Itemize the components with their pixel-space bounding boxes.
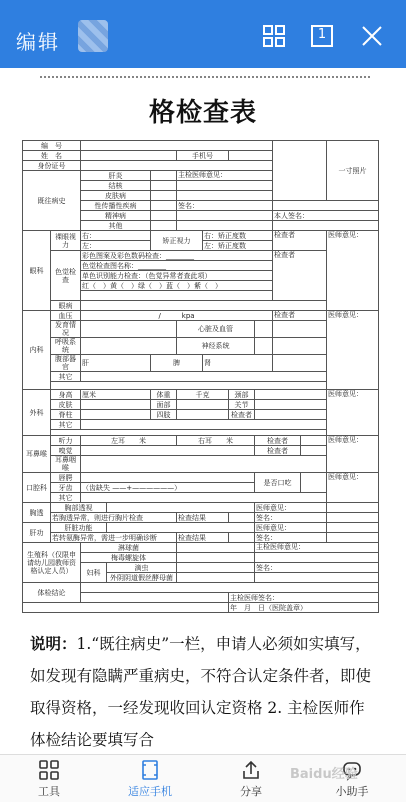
section-internal: 内科 (23, 311, 51, 390)
smell: 嗅觉 (51, 446, 81, 456)
stutter: 是否口吃 (255, 473, 301, 493)
liver-func: 肝脏功能 (51, 523, 107, 533)
lips: 唇腭 (51, 473, 81, 483)
label-name: 姓 名 (23, 151, 81, 161)
color-line-1: 彩色图案及彩色数码检查：________ (81, 251, 273, 261)
corrected-vision: 矫正视力 (151, 231, 203, 251)
chest-result: 检查结果 (177, 513, 229, 523)
liver-opinion: 医师意见： (255, 523, 327, 533)
note-label: 说明： (30, 634, 77, 653)
self-sign: 本人签名： (273, 211, 379, 221)
tools-label: 工具 (38, 785, 60, 798)
section-eye: 眼科 (23, 231, 51, 311)
weight: 体重 (151, 390, 177, 400)
history-item: 其他 (81, 221, 151, 231)
neck: 颈部 (229, 390, 255, 400)
history-item: 结核 (81, 181, 151, 191)
teeth: 牙齿 (51, 483, 81, 493)
ent-opinion: 医师意见： (327, 436, 379, 473)
history-sign: 签名： (177, 201, 273, 211)
internal-checker: 检查者 (273, 311, 327, 321)
left-degree: 左：矫正度数 (203, 241, 273, 251)
abdomen: 腹部器官 (51, 355, 81, 372)
eye-disease: 眼病 (51, 301, 81, 311)
gyn-dept: 妇科 (81, 563, 107, 583)
watermark: Baidu经验 (290, 767, 358, 782)
section-liver: 肝功 (23, 523, 51, 543)
page-count-button[interactable] (310, 24, 334, 48)
liver-sign: 签名： (255, 533, 327, 543)
section-surgery: 外科 (23, 390, 51, 436)
surgery-checker: 检查者 (229, 410, 255, 420)
top-bar (0, 0, 406, 68)
chest-abnormal: 若胸透异常，则进行胸片检查 (51, 513, 177, 523)
color-line-2: 色觉检查图名称：________ (81, 261, 273, 271)
height-unit: 厘米 (81, 390, 151, 400)
note-text: 1.“既往病史”一栏，申请人必须如实填写，如发现有隐瞒严重病史，不符合认定条件者，即使取得资格，一经发现收回认定资格 2. 主检医师作体检结论要填写合 (30, 635, 372, 749)
history-doctor: 主检医师意见： (177, 171, 273, 181)
left-ear: 左耳 米 (81, 436, 177, 446)
color-check: 色觉检查 (51, 251, 81, 301)
gyn-item: 滴虫 (107, 563, 177, 573)
section-ent: 耳鼻喉 (23, 436, 51, 473)
history-item: 精神病 (81, 211, 151, 221)
page-count: 1 (317, 27, 327, 42)
gyn-sign: 签名： (255, 563, 379, 573)
color-line-4: 红（ ）黄（ ）绿（ ）蓝（ ）紫（ ） (81, 281, 273, 291)
document-view[interactable] (0, 68, 406, 754)
left-label: 左： (81, 241, 151, 251)
photo-box: 一寸照片 (327, 141, 379, 201)
liver-abnormal: 若转氨酶异常，需进一步明确诊断 (51, 533, 177, 543)
bottom-toolbar (0, 754, 406, 802)
ent-checker-2: 检查者 (255, 446, 301, 456)
section-oral: 口腔科 (23, 473, 51, 503)
exam-form-table (22, 140, 379, 613)
throat: 耳鼻咽喉 (51, 456, 81, 473)
explanation-note (30, 628, 380, 754)
chest-sign: 签名： (255, 513, 327, 523)
fit-phone-button[interactable] (110, 759, 190, 799)
heart: 心脏及血管 (177, 321, 255, 338)
surgery-other: 其它 (51, 420, 81, 430)
internal-other: 其它 (51, 372, 81, 382)
oral-opinion: 医师意见： (327, 473, 379, 503)
skin: 皮肤 (51, 400, 81, 410)
color-line-3: 单色识别能力检查：（色觉异常者查此项） (81, 271, 273, 281)
eye-opinion: 医师意见： (327, 231, 379, 311)
hearing: 听力 (51, 436, 81, 446)
chest-opinion: 医师意见： (255, 503, 327, 513)
close-icon[interactable] (360, 24, 384, 48)
surgery-opinion: 医师意见： (327, 390, 379, 436)
bp-unit: / kpa (81, 311, 273, 321)
share-icon (240, 759, 262, 781)
section-chest: 胸透 (23, 503, 51, 523)
oral-other: 其它 (51, 493, 81, 503)
fit-phone-icon (139, 759, 161, 781)
growth: 发育情况 (51, 321, 81, 338)
blood-pressure: 血压 (51, 311, 81, 321)
height: 身高 (51, 390, 81, 400)
conclusion-label: 体检结论 (23, 583, 81, 603)
internal-opinion: 医师意见： (327, 311, 379, 390)
blurred-avatar (78, 20, 108, 52)
gyn-item: 淋球菌 (81, 543, 177, 553)
naked-vision: 裸眼视力 (51, 231, 81, 251)
chest-xray: 胸部透视 (51, 503, 107, 513)
cut-off-text (40, 68, 370, 78)
label-id-card: 身份证号 (23, 161, 81, 171)
label-history: 既往病史 (23, 171, 81, 231)
gyn-item: 外阴阴道假丝酵母菌 (107, 573, 177, 583)
liver-result: 检查结果 (177, 533, 229, 543)
right-ear: 右耳 米 (177, 436, 255, 446)
kidney: 肾 (203, 355, 273, 372)
right-degree: 右：矫正度数 (203, 231, 273, 241)
history-item: 性传播性疾病 (81, 201, 151, 211)
grid-icon[interactable] (262, 24, 286, 48)
weight-unit: 千克 (177, 390, 229, 400)
gyn-opinion: 主检医师意见： (255, 543, 379, 553)
joint: 关节 (229, 400, 255, 410)
respiratory: 呼吸系统 (51, 338, 81, 355)
gyn-applicant: 生殖科（仅限申请幼儿园教师资格认定人员） (23, 543, 81, 583)
fit-phone-label: 适应手机 (128, 785, 172, 798)
document-title: 格检查表 (148, 98, 257, 128)
face: 面部 (151, 400, 177, 410)
ent-checker: 检查者 (255, 436, 301, 446)
edit-title[interactable]: 编辑 (16, 30, 60, 54)
spine: 脊柱 (51, 410, 81, 420)
label-number: 编 号 (23, 141, 81, 151)
conclusion-date: 年 月 日（医院盖章） (229, 603, 379, 613)
assistant-label: 小助手 (335, 785, 369, 798)
conclusion-sign: 主检医师签名： (229, 593, 379, 603)
gyn-item: 梅毒螺旋体 (81, 553, 177, 563)
tools-icon (38, 759, 60, 781)
share-label: 分享 (240, 785, 262, 798)
color-checker: 检查者 (273, 251, 327, 301)
nervous: 神经系统 (177, 338, 255, 355)
spleen: 脾 (151, 355, 203, 372)
liver: 肝 (81, 355, 151, 372)
tools-button[interactable] (9, 759, 89, 799)
teeth-note: （齿缺失 ——+——————） (81, 483, 255, 493)
history-item: 皮肤病 (81, 191, 151, 201)
right-label: 右： (81, 231, 151, 241)
eye-checker: 检查者 (273, 231, 327, 251)
label-phone: 手机号 (177, 151, 229, 161)
limbs: 四肢 (151, 410, 177, 420)
history-item: 肝炎 (81, 171, 151, 181)
share-button[interactable] (211, 759, 291, 799)
